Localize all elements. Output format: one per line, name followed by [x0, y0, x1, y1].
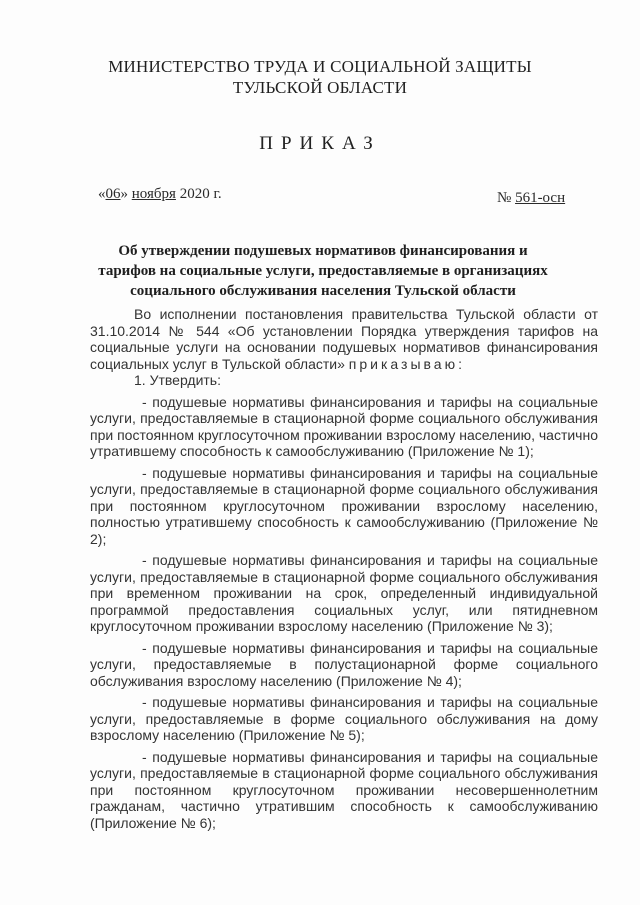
intro-text: Во исполнении постановления правительства Тульской области от 31.10.2014 № 544 «Об установлении Порядка утверждения тарифов на социальные услуги на основании подушевых нормативов финансирования социальных услуг в Тульской области» — [90, 306, 598, 372]
list-item: - подушевые нормативы финансирования и тарифы на социальные услуги, предоставляемые в полустационарной форме социального обслуживания взрослому населению (Приложение № 4); — [90, 639, 598, 689]
list-item: - подушевые нормативы финансирования и тарифы на социальные услуги, предоставляемые в форме социального обслуживания на дому взрослому населению (Приложение № 5); — [90, 694, 598, 743]
date-day: 06 — [105, 186, 121, 202]
date-close-quote: » — [120, 186, 128, 202]
date-month: ноября — [131, 186, 176, 202]
list-item: - подушевые нормативы финансирования и тарифы на социальные услуги, предоставляемые в стационарной форме социального обслуживания при постоянном круглосуточном проживании взрослому населению, полностью утратившему способность к самообслуживанию (Приложение № 2); — [90, 464, 598, 547]
document-type-title: ПРИКАЗ — [259, 133, 381, 154]
intro-spaced-word: приказываю: — [348, 355, 465, 372]
item-1-heading: 1. Утвердить: — [134, 372, 221, 388]
order-body — [90, 306, 598, 831]
order-title: Об утверждении подушевых нормативов финансирования и тарифов на социальные услуги, предоставляемые в организациях социального обслуживания населения Тульской области — [98, 243, 548, 299]
ministry-name-line2: ТУЛЬСКОЙ ОБЛАСТИ — [232, 78, 408, 97]
list-item: - подушевые нормативы финансирования и тарифы на социальные услуги, предоставляемые в стационарной форме социального обслуживания при временном проживании на срок, определенный индивидуальной программой предоставления социальных услуг, или пятидневном круглосуточном проживании взрослому населению (Приложение № 3); — [90, 552, 598, 634]
list-item: - подушевые нормативы финансирования и тарифы на социальные услуги, предоставляемые в стационарной форме социального обслуживания при постоянном круглосуточном проживании взрослому населению, частично утратившему способность к самообслуживанию (Приложение № 1); — [90, 393, 598, 459]
ministry-name-line1: МИНИСТЕРСТВО ТРУДА И СОЦИАЛЬНОЙ ЗАЩИТЫ — [108, 57, 532, 76]
ministry-header — [0, 56, 640, 98]
date-year: 2020 г. — [179, 186, 222, 202]
order-number — [497, 190, 565, 207]
number-value: 561-осн — [515, 190, 566, 206]
date-open-quote: « — [98, 186, 106, 202]
intro-paragraph — [90, 306, 598, 372]
number-sign: № — [497, 190, 512, 206]
list-item: - подушевые нормативы финансирования и тарифы на социальные услуги, предоставляемые в стационарной форме социального обслуживания при постоянном круглосуточном проживании несовершеннолетним гражданам, частично утратившим способность к самообслуживанию (Приложение № 6); — [90, 748, 598, 831]
order-date — [98, 186, 222, 203]
